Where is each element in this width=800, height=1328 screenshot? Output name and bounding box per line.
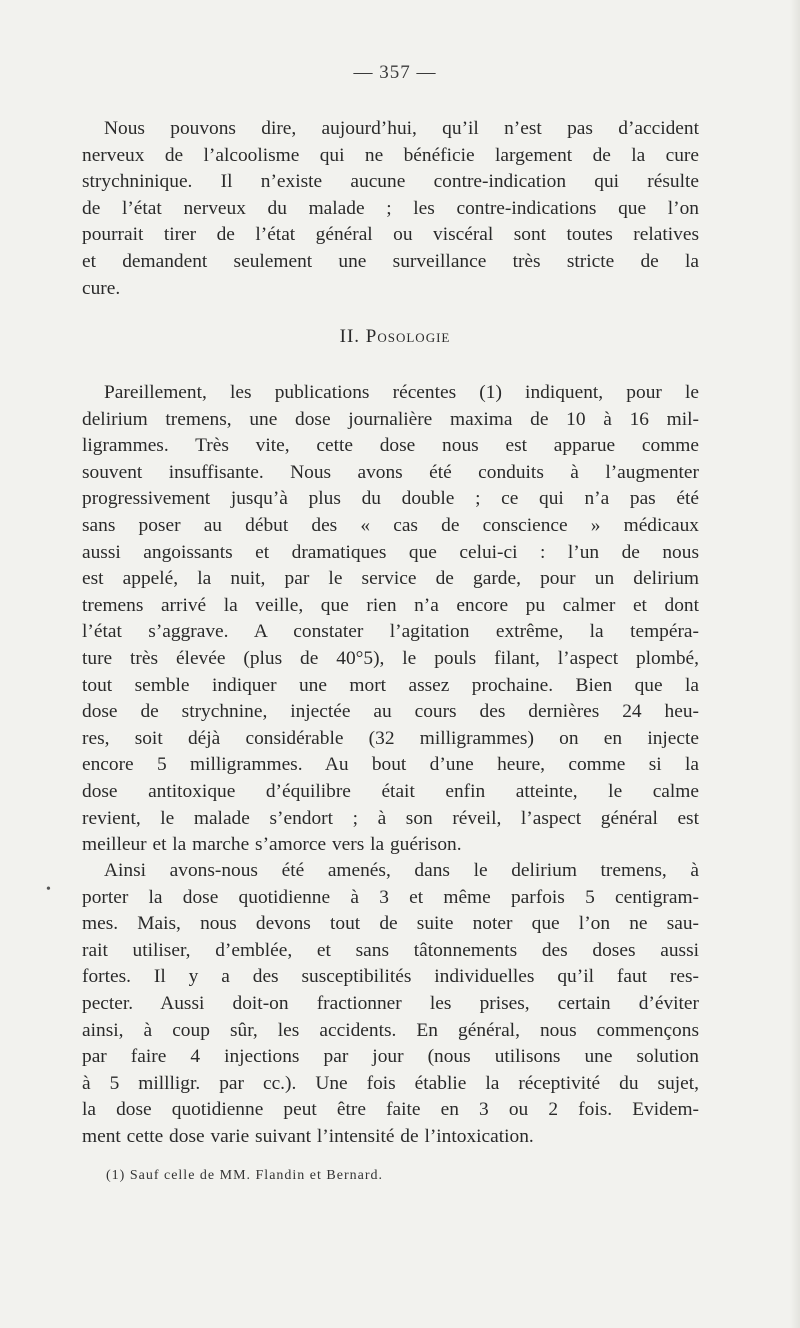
paragraph-2-line: encore 5 milligrammes. Au bout d’une heure, comme si la	[82, 754, 699, 776]
paragraph-2-line: dose de strychnine, injectée au cours des dernières 24 heu-	[82, 701, 699, 723]
paragraph-3-line: pecter. Aussi doit-on fractionner les prises, certain d’éviter	[82, 992, 699, 1014]
paragraph-2-line: tremens arrivé la veille, que rien n’a encore pu calmer et dont	[82, 594, 699, 616]
paragraph-1-line: nerveux de l’alcoolisme qui ne bénéficie largement de la cure	[82, 144, 699, 166]
paragraph-2-line: res, soit déjà considérable (32 milligrammes) on en injecte	[82, 727, 699, 749]
paragraph-2-line: tout semble indiquer une mort assez prochaine. Bien que la	[82, 674, 699, 696]
paragraph-3-line: à 5 millligr. par cc.). Une fois établie la réceptivité du sujet,	[82, 1072, 699, 1094]
paragraph-1-line: Nous pouvons dire, aujourd’hui, qu’il n’est pas d’accident	[104, 118, 699, 139]
page-edge-shadow	[790, 0, 800, 1328]
paragraph-2-line: ture très élevée (plus de 40°5), le pouls filant, l’aspect plombé,	[82, 647, 699, 669]
paragraph-2-line: ligrammes. Très vite, cette dose nous est apparue comme	[82, 435, 699, 457]
paragraph-2-line: sans poser au début des « cas de conscience » médicaux	[82, 514, 699, 536]
paragraph-2-line: meilleur et la marche s’amorce vers la guérison.	[82, 834, 462, 856]
paragraph-3-line: la dose quotidienne peut être faite en 3 ou 2 fois. Evidem-	[82, 1099, 699, 1121]
paragraph-2-line: est appelé, la nuit, par le service de garde, pour un delirium	[82, 568, 699, 590]
paragraph-3-line: ainsi, à coup sûr, les accidents. En général, nous commençons	[82, 1019, 699, 1041]
paragraph-1-line: pourrait tirer de l’état général ou viscéral sont toutes relatives	[82, 224, 699, 246]
paragraph-1-line: strychninique. Il n’existe aucune contre-indication qui résulte	[82, 171, 699, 193]
paragraph-3-line: porter la dose quotidienne à 3 et même parfois 5 centigram-	[82, 886, 699, 908]
paragraph-2-line: aussi angoissants et dramatiques que celui-ci : l’un de nous	[82, 541, 699, 563]
paragraph-1-line: et demandent seulement une surveillance très stricte de la	[82, 250, 699, 272]
paragraph-1	[82, 116, 699, 302]
paragraph-2-line: Pareillement, les publications récentes (1) indiquent, pour le	[104, 382, 699, 403]
paragraph-1-line: cure.	[82, 277, 121, 299]
page-number: — 357 —	[353, 62, 437, 83]
paragraph-3-line: fortes. Il y a des susceptibilités individuelles qu’il faut res-	[82, 966, 699, 988]
paragraph-2-line: progressivement jusqu’à plus du double ; ce qui n’a pas été	[82, 488, 699, 510]
paragraph-2-line: dose antitoxique d’équilibre était enfin atteinte, le calme	[82, 780, 699, 802]
section-heading: II. Posologie	[339, 326, 451, 347]
paragraph-3-line: mes. Mais, nous devons tout de suite noter que l’on ne sau-	[82, 913, 699, 935]
paragraph-1-line: de l’état nerveux du malade ; les contre-indications que l’on	[82, 197, 699, 219]
paragraph-2-line: delirium tremens, une dose journalière maxima de 10 à 16 mil-	[82, 408, 699, 430]
paragraph-2-line: revient, le malade s’endort ; à son réveil, l’aspect général est	[82, 807, 699, 829]
paragraph-3-line: ment cette dose varie suivant l’intensité de l’intoxication.	[82, 1125, 534, 1147]
paragraph-3-line: Ainsi avons-nous été amenés, dans le delirium tremens, à	[104, 860, 699, 881]
paragraph-2-line: l’état s’aggrave. A constater l’agitation extrême, la tempéra-	[82, 621, 699, 643]
margin-mark: •	[46, 882, 51, 897]
paragraph-3-line: par faire 4 injections par jour (nous utilisons une solution	[82, 1046, 699, 1068]
paragraph-2	[82, 380, 699, 859]
paragraph-3-line: rait utiliser, d’emblée, et sans tâtonnements des doses aussi	[82, 939, 699, 961]
paragraph-3	[82, 858, 699, 1151]
footnote: (1) Sauf celle de MM. Flandin et Bernard.	[106, 1168, 383, 1183]
paragraph-2-line: souvent insuffisante. Nous avons été conduits à l’augmenter	[82, 461, 699, 483]
